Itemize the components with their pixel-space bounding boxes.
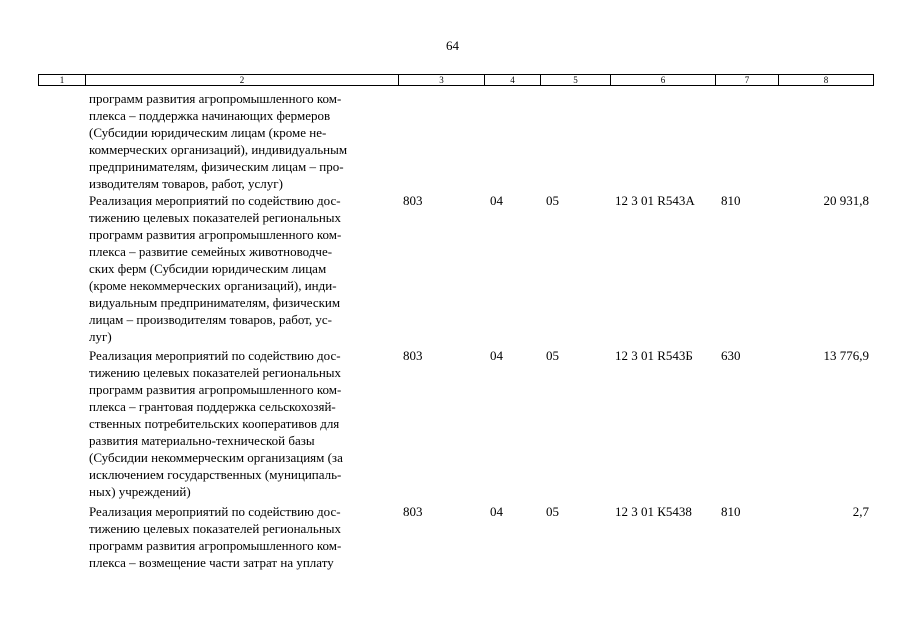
header-col-1: 1 (39, 75, 86, 85)
row-col8: 13 776,9 (823, 348, 869, 363)
header-col-3: 3 (399, 75, 485, 85)
row-col5: 05 (546, 193, 559, 208)
header-col-6: 6 (611, 75, 716, 85)
row-col7: 810 (721, 193, 741, 208)
row-col5: 05 (546, 504, 559, 519)
row-col7: 810 (721, 504, 741, 519)
header-col-8: 8 (823, 75, 829, 85)
row-description: Реализация мероприятий по содействию дос- тижению целевых показателей региональных программ развития агропромышленного ком- плекса – развитие семейных животноводче- ских ферм (Субсидии юридическим лицам (кроме некоммерческих организаций), инди- видуальным предпринимателям, физическим лицам – производителям товаров, работ, ус- луг) (89, 193, 342, 344)
row-col3: 803 (403, 193, 423, 208)
row-col5: 05 (546, 348, 559, 363)
header-col-5: 5 (541, 75, 611, 85)
header-col-7: 7 (716, 75, 779, 85)
row-description: программ развития агропромышленного ком- плекса – поддержка начинающих фермеров (Субсидии юридическим лицам (кроме не- коммерческих организаций), индивидуальным предпринимателям, физическим лицам – про- изводителям товаров, работ, услуг) (89, 91, 348, 191)
row-col6: 12 3 01 R543А (615, 193, 695, 208)
row-col4: 04 (490, 193, 503, 208)
row-col8: 20 931,8 (823, 193, 869, 208)
row-col4: 04 (490, 348, 503, 363)
row-col8: 2,7 (852, 504, 869, 519)
row-col3: 803 (403, 348, 423, 363)
table-header-row (38, 74, 874, 86)
row-description: Реализация мероприятий по содействию дос- тижению целевых показателей региональных программ развития агропромышленного ком- плекса – грантовая поддержка сельскохозяй- ственных потребительских кооперативов для развития материально-технической базы (Субсидии некоммерческим организациям (за исключением государственных (муниципаль- ных) учреждений) (89, 348, 343, 499)
row-col6: 12 3 01 К5438 (615, 504, 692, 519)
header-col-4: 4 (485, 75, 541, 85)
row-col4: 04 (490, 504, 503, 519)
page-number: 64 (446, 38, 459, 53)
row-col6: 12 3 01 R543Б (615, 348, 693, 363)
row-description: Реализация мероприятий по содействию дос- тижению целевых показателей региональных программ развития агропромышленного ком- плекса – возмещение части затрат на уплату (89, 504, 342, 570)
header-col-2: 2 (86, 75, 399, 85)
row-col3: 803 (403, 504, 423, 519)
row-col7: 630 (721, 348, 741, 363)
